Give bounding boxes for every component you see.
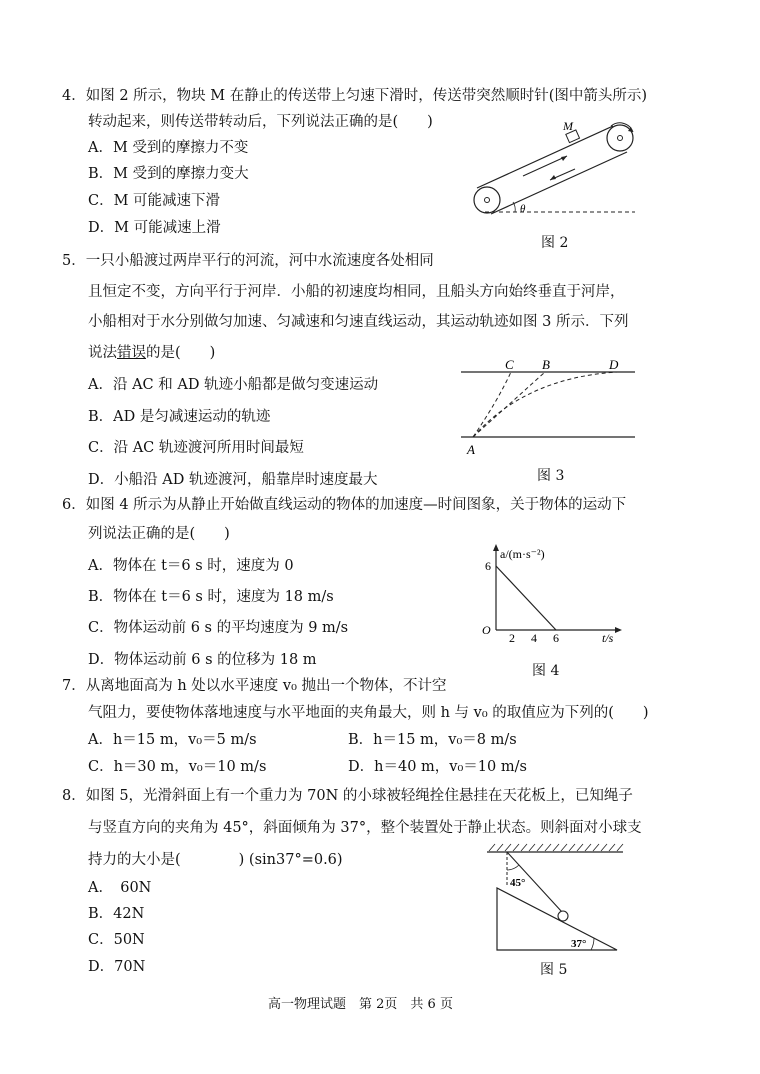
q4-option-b: B．M 受到的摩擦力变大 bbox=[88, 166, 249, 182]
figure-3-river bbox=[455, 356, 640, 460]
q6-option-d: D．物体运动前 6 s 的位移为 18 m bbox=[88, 652, 317, 668]
q4-stem-line1: 4．如图 2 所示，物块 M 在静止的传送带上匀速下滑时，传送带突然顺时针(图中箭头所示) bbox=[62, 88, 648, 104]
q8-option-c: C．50N bbox=[88, 932, 145, 948]
figure-2-conveyor bbox=[465, 116, 655, 226]
fig4-ytick-6: 6 bbox=[485, 559, 491, 573]
fig4-xtick-2: 2 bbox=[509, 631, 515, 645]
q4-option-a: A．M 受到的摩擦力不变 bbox=[88, 140, 249, 156]
q5-stem-line1: 5．一只小船渡过两岸平行的河流，河中水流速度各处相同 bbox=[62, 253, 434, 269]
fig2-label-theta: θ bbox=[520, 203, 526, 215]
figure-5-incline bbox=[485, 842, 630, 957]
fig3-label-c: C bbox=[505, 357, 514, 372]
q6-option-a: A．物体在 t＝6 s 时，速度为 0 bbox=[88, 558, 294, 574]
q8-stem-line3: 持力的大小是( ) (sin37°=0.6) bbox=[88, 852, 343, 868]
fig4-origin: O bbox=[482, 623, 491, 637]
figure-4-caption: 图 4 bbox=[532, 663, 560, 679]
q8-option-b: B．42N bbox=[88, 906, 145, 922]
q8-stem-line2: 与竖直方向的夹角为 45°，斜面倾角为 37°，整个装置处于静止状态。则斜面对小球支 bbox=[88, 820, 642, 836]
q5-stem-line3: 小船相对于水分别做匀加速、匀减速和匀速直线运动，其运动轨迹如图 3 所示．下列 bbox=[88, 314, 629, 330]
figure-3-caption: 图 3 bbox=[537, 468, 565, 484]
q5-option-a: A．沿 AC 和 AD 轨迹小船都是做匀变速运动 bbox=[88, 377, 379, 393]
q5-stem-line4: 说法错误的是( ) bbox=[88, 345, 216, 361]
q7-option-d: D．h＝40 m，v₀＝10 m/s bbox=[348, 759, 527, 775]
q6-option-c: C．物体运动前 6 s 的平均速度为 9 m/s bbox=[88, 620, 349, 636]
q8-stem-line1: 8．如图 5，光滑斜面上有一个重力为 70N 的小球被轻绳拴住悬挂在天花板上，已知绳子 bbox=[62, 788, 633, 804]
fig4-xtick-4: 4 bbox=[531, 631, 537, 645]
q7-stem-line1: 7．从离地面高为 h 处以水平速度 v₀ 抛出一个物体，不计空 bbox=[62, 678, 447, 694]
q5-option-b: B．AD 是匀减速运动的轨迹 bbox=[88, 409, 271, 425]
fig4-ylabel: a/(m·s⁻²) bbox=[500, 547, 545, 561]
q6-option-b: B．物体在 t＝6 s 时，速度为 18 m/s bbox=[88, 589, 334, 605]
q5-option-d: D．小船沿 AD 轨迹渡河，船靠岸时速度最大 bbox=[88, 472, 378, 488]
page-footer: 高一物理试题 第 2页 共 6 页 bbox=[268, 997, 453, 1012]
q7-option-b: B．h＝15 m，v₀＝8 m/s bbox=[348, 732, 517, 748]
figure-2-caption: 图 2 bbox=[541, 235, 569, 251]
q8-option-a: A． 60N bbox=[88, 880, 152, 896]
q4-option-d: D．M 可能减速上滑 bbox=[88, 220, 221, 236]
fig2-label-m: M bbox=[563, 119, 573, 133]
q4-option-c: C．M 可能减速下滑 bbox=[88, 193, 221, 209]
q5-stem-line2: 且恒定不变，方向平行于河岸．小船的初速度均相同，且船头方向始终垂直于河岸， bbox=[88, 284, 625, 300]
q6-stem-line2: 列说法正确的是( ) bbox=[88, 526, 230, 542]
figure-5-caption: 图 5 bbox=[540, 962, 568, 978]
figure-4-at-graph bbox=[478, 540, 628, 644]
q6-stem-line1: 6．如图 4 所示为从静止开始做直线运动的物体的加速度—时间图象，关于物体的运动下 bbox=[62, 497, 627, 513]
q8-option-d: D．70N bbox=[88, 959, 146, 975]
q7-stem-line2: 气阻力，要使物体落地速度与水平地面的夹角最大，则 h 与 v₀ 的取值应为下列的( ) bbox=[88, 705, 649, 721]
fig3-label-d: D bbox=[609, 357, 619, 372]
q5-option-c: C．沿 AC 轨迹渡河所用时间最短 bbox=[88, 440, 304, 456]
q7-option-c: C．h＝30 m，v₀＝10 m/s bbox=[88, 759, 267, 775]
fig5-angle-incline: 37° bbox=[571, 938, 587, 950]
q4-stem-line2: 转动起来，则传送带转动后，下列说法正确的是( ) bbox=[88, 114, 433, 130]
q7-option-a: A．h＝15 m，v₀＝5 m/s bbox=[88, 732, 257, 748]
fig3-label-b: B bbox=[542, 357, 550, 372]
fig4-xtick-6: 6 bbox=[553, 631, 559, 645]
fig5-angle-rope: 45° bbox=[510, 877, 526, 889]
fig3-label-a: A bbox=[467, 442, 475, 457]
q5-underlined-word: 错误 bbox=[117, 345, 146, 361]
fig4-xlabel: t/s bbox=[602, 631, 614, 645]
